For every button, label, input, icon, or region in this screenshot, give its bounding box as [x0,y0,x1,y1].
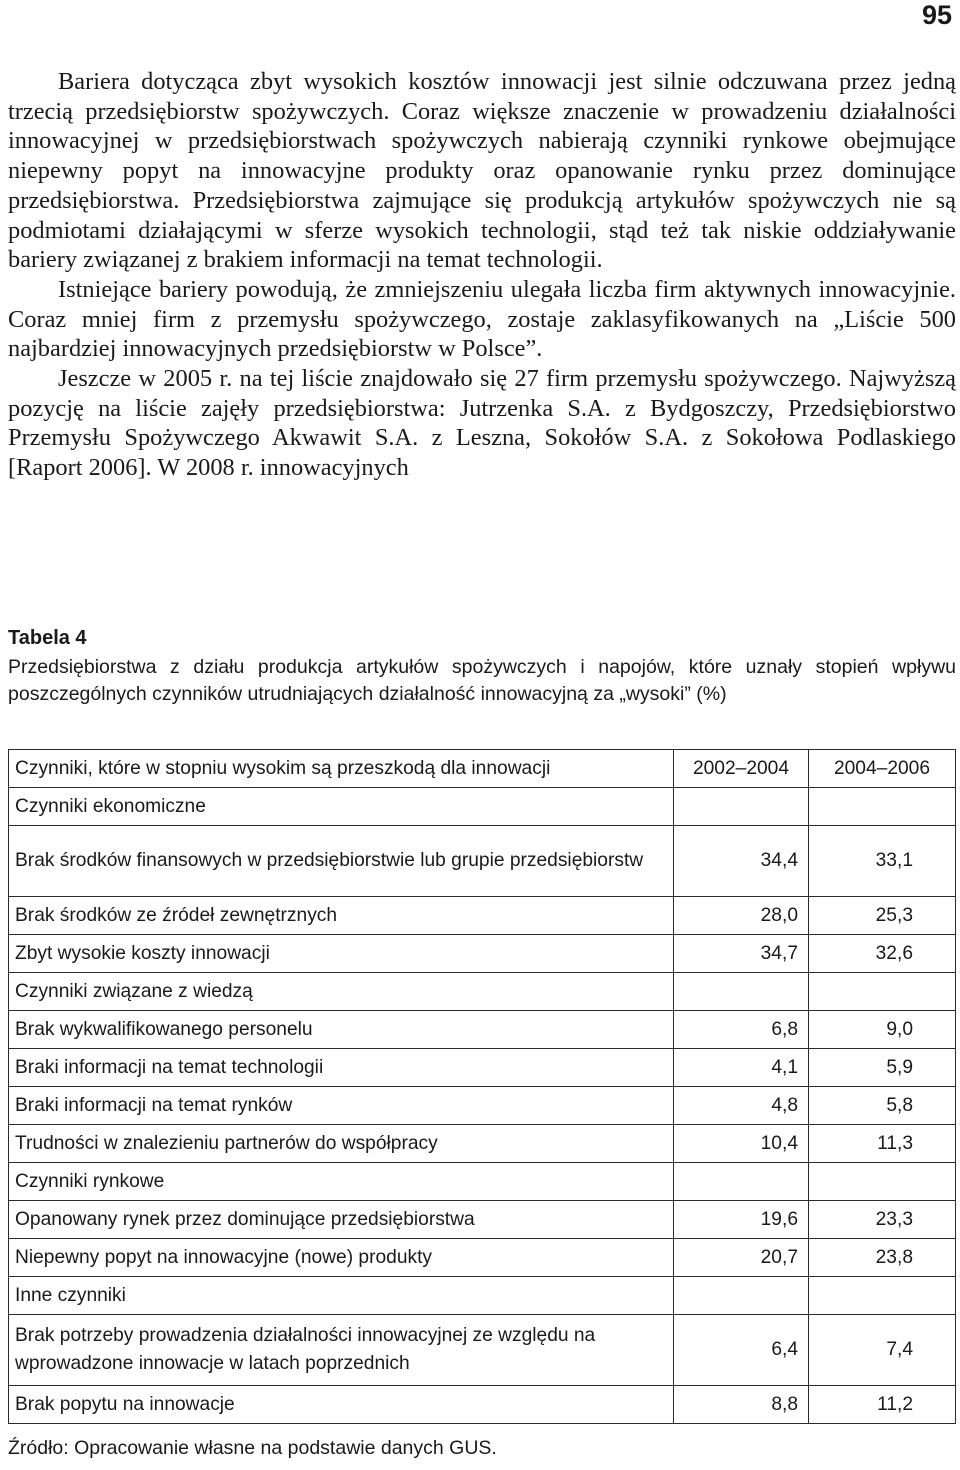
paragraph: Istniejące bariery powodują, że zmniejszeniu ulegała liczba firm aktywnych innowacyjnie. Coraz mniej firm z przemysłu spożywczego, zostaje zaklasyfikowanych na „Liście 500 najbardziej innowacyjnych przedsiębiorstw w Polsce”. [8,275,956,363]
value-2002-2004: 4,1 [674,1049,809,1087]
value-2002-2004: 10,4 [674,1125,809,1163]
table-label: Tabela 4 [8,627,87,649]
table-title: Przedsiębiorstwa z działu produkcja artykułów spożywczych i napojów, które uznały stopień wpływu poszczególnych czynników utrudniających działalność innowacyjną za „wysoki” (%) [8,656,956,705]
table-row [9,788,956,826]
value-2002-2004: 28,0 [674,897,809,935]
value-2002-2004: 4,8 [674,1087,809,1125]
row-label: Zbyt wysokie koszty innowacji [9,935,674,973]
table-row [9,1201,956,1239]
row-label: Trudności w znalezieniu partnerów do współpracy [9,1125,674,1163]
table-row [9,1087,956,1125]
body-text [8,67,956,483]
value-2004-2006: 9,0 [809,1011,956,1049]
row-label: Braki informacji na temat rynków [9,1087,674,1125]
table-row [9,1011,956,1049]
value-2002-2004: 20,7 [674,1239,809,1277]
table-row [9,897,956,935]
table-row [9,1315,956,1386]
row-label: Niepewny popyt na innowacyjne (nowe) produkty [9,1239,674,1277]
row-label: Inne czynniki [9,1277,674,1315]
table-row [9,973,956,1011]
source-note: Źródło: Opracowanie własne na podstawie danych GUS. [8,1437,497,1459]
table-row [9,1386,956,1424]
value-2002-2004 [674,1277,809,1315]
value-2002-2004: 6,4 [674,1315,809,1386]
table-caption [8,625,956,708]
table-row [9,826,956,897]
value-2004-2006 [809,1163,956,1201]
paragraph: Bariera dotycząca zbyt wysokich kosztów innowacji jest silnie odczuwana przez jedną trzecią przedsiębiorstw spożywczych. Coraz większe znaczenie w prowadzeniu działalności innowacyjnej w przedsiębiorstwach spożywczych nabierają czynniki rynkowe obejmujące niepewny popyt na innowacyjne produkty oraz opanowanie rynku przez dominujące przedsiębiorstwa. Przedsiębiorstwa zajmujące się produkcją artykułów spożywczych nie są podmiotami działającymi w sferze wysokich technologii, stąd też tak niskie oddziaływanie bariery związanej z brakiem informacji na temat technologii. [8,68,956,274]
value-2004-2006 [809,973,956,1011]
value-2004-2006: 32,6 [809,935,956,973]
paragraph: Jeszcze w 2005 r. na tej liście znajdowało się 27 firm przemysłu spożywczego. Najwyższą pozycję na liście zajęły przedsiębiorstwa: Jutrzenka S.A. z Bydgoszczy, Przedsiębiorstwo Przemysłu Spożywczego Akwawit S.A. z Leszna, Sokołów S.A. z Sokołowa Podlaskiego [Raport 2006]. W 2008 r. innowacyjnych [8,365,956,482]
row-label: Brak potrzeby prowadzenia działalności innowacyjnej ze względu na wprowadzone innowacje w latach poprzednich [9,1315,674,1386]
value-2004-2006: 7,4 [809,1315,956,1386]
value-2002-2004: 19,6 [674,1201,809,1239]
row-label: Czynniki rynkowe [9,1163,674,1201]
value-2002-2004 [674,788,809,826]
value-2002-2004: 6,8 [674,1011,809,1049]
value-2004-2006: 23,3 [809,1201,956,1239]
table-row [9,1277,956,1315]
value-2002-2004: 34,7 [674,935,809,973]
value-2004-2006: 5,8 [809,1087,956,1125]
table-row [9,935,956,973]
value-2004-2006: 11,2 [809,1386,956,1424]
header-factor: Czynniki, które w stopniu wysokim są przeszkodą dla innowacji [9,750,674,788]
value-2004-2006: 5,9 [809,1049,956,1087]
table-header-row [9,750,956,788]
row-label: Braki informacji na temat technologii [9,1049,674,1087]
row-label: Opanowany rynek przez dominujące przedsiębiorstwa [9,1201,674,1239]
table-row [9,1163,956,1201]
row-label: Brak środków finansowych w przedsiębiorstwie lub grupie przedsiębiorstw [9,826,674,897]
header-period-1: 2002–2004 [674,750,809,788]
page-number: 95 [921,0,952,30]
value-2004-2006 [809,1277,956,1315]
value-2004-2006: 33,1 [809,826,956,897]
table-row [9,1239,956,1277]
row-label: Brak wykwalifikowanego personelu [9,1011,674,1049]
data-table [8,749,956,1424]
row-label: Brak popytu na innowacje [9,1386,674,1424]
value-2004-2006 [809,788,956,826]
value-2002-2004: 8,8 [674,1386,809,1424]
row-label: Brak środków ze źródeł zewnętrznych [9,897,674,935]
value-2002-2004: 34,4 [674,826,809,897]
table-row [9,1049,956,1087]
value-2004-2006: 11,3 [809,1125,956,1163]
header-period-2: 2004–2006 [809,750,956,788]
value-2002-2004 [674,1163,809,1201]
value-2004-2006: 25,3 [809,897,956,935]
value-2002-2004 [674,973,809,1011]
table-row [9,1125,956,1163]
row-label: Czynniki związane z wiedzą [9,973,674,1011]
value-2004-2006: 23,8 [809,1239,956,1277]
row-label: Czynniki ekonomiczne [9,788,674,826]
